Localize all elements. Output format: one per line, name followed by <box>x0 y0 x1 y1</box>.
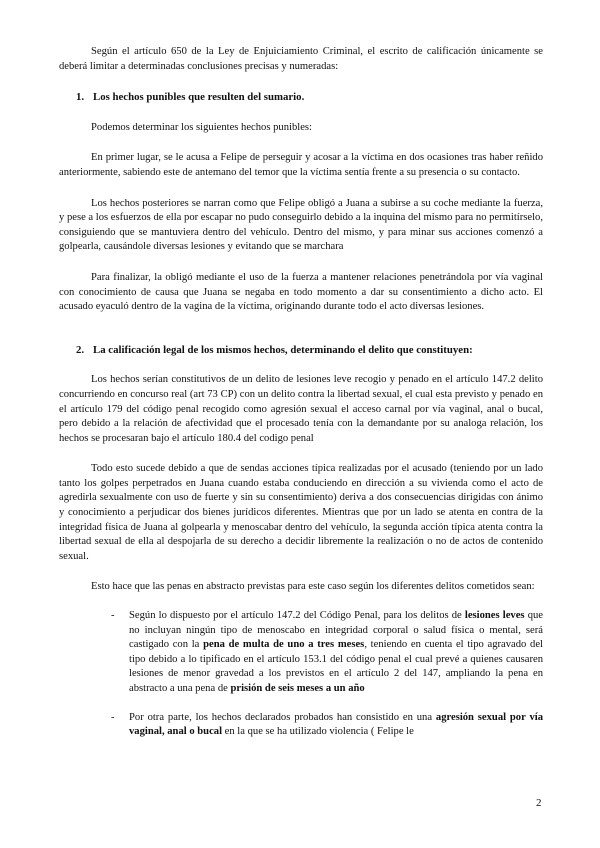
paragraph-todo-esto: Todo esto sucede debido a que de sendas acciones típica realizadas por el acusado (teniendo por un lado tanto los golpes perpetrados en Juana cuando estaba conduciendo en dirección a su vivienda como el acto de agredirla sexualmente con uso de fuerte y sin su consentimiento) deriva a dos consecuencias dirigidas con ánimo y conocimiento a perjudicar dos bienes jurídicos diferentes. Mientras que por un lado se atenta en contra de la integridad física de Juana al golpearla y menoscabar dentro del vehículo, la segunda acción típica atenta contra la libertad sexual de ella al despojarla de su derecho a decidir libremente la realización o no de actos de contenido sexual. <box>59 463 543 562</box>
section-heading-2 <box>59 343 543 358</box>
text-run: en la que se ha utilizado violencia ( Felipe le <box>222 726 414 738</box>
paragraph-intro: Según el artículo 650 de la Ley de Enjuiciamiento Criminal, el escrito de calificación únicamente se deberá limitar a determinadas conclusiones precisas y numeradas: <box>59 46 543 72</box>
paragraph-finalizar: Para finalizar, la obligó mediante el uso de la fuerza a mantener relaciones penetrándola por vía vaginal con conocimiento de causa que Juana se negaba en todo momento a dar su consentimiento a dicho acto. El acusado eyaculó dentro de la vagina de la víctima, originando durante todo el acto diversas lesiones. <box>59 271 543 313</box>
list-item-text <box>129 711 543 740</box>
heading-text: Los hechos punibles que resulten del sumario. <box>93 91 305 104</box>
bold-run: lesiones leves <box>464 610 525 622</box>
text-run: Por otra parte, los hechos declarados probados han consistido en una <box>129 711 436 723</box>
penalty-list <box>59 609 543 740</box>
text-run: Según lo dispuesto por el artículo 147.2 del Código Penal, para los delitos de <box>129 610 465 622</box>
bullet-dash: - <box>111 610 115 622</box>
bold-run: prisión de seis meses a un año <box>230 683 365 694</box>
paragraph-primer-lugar: En primer lugar, se le acusa a Felipe de perseguir y acosar a la víctima en dos ocasiones tras haber reñido anteriormente, sabiendo este de antemano del temor que la víctima sentía frente a su presencia o su contacto. <box>59 152 543 178</box>
list-item <box>111 711 543 740</box>
heading-number: 2. <box>76 343 85 356</box>
page-body <box>59 45 543 740</box>
bold-run: pena de multa de uno a tres meses <box>203 639 365 651</box>
list-item-text <box>129 609 543 697</box>
list-item <box>111 609 543 697</box>
paragraph-constitutivos: Los hechos serían constitutivos de un delito de lesiones leve recogio y penado en el artículo 147.2 delito concurriendo en concurso real (art 73 CP) con un delito contra la libertad sexual, el cual esta previsto y penado en el artículo 179 del código penal recogido como agresión sexual el acceso carnal por vía vaginal, anal o bucal, pero debido a la relación de afectividad que el procesado tenía con la demandante por su analoga relación, los hechos se procesaran bajo el artículo 180.4 del codigo penal <box>59 374 543 444</box>
heading-text: La calificación legal de los mismos hechos, determinando el delito que constituyen: <box>93 343 473 356</box>
paragraph-penas: Esto hace que las penas en abstracto previstas para este caso según los diferentes delitos cometidos sean: <box>91 581 535 593</box>
section-heading-1 <box>59 90 543 105</box>
text-run: que no incluyan ningún tipo de menoscabo en integridad corporal o salud física o mental, será castigado con la <box>129 610 543 651</box>
heading-number: 1. <box>76 91 85 104</box>
paragraph-determinar: Podemos determinar los siguientes hechos punibles: <box>91 121 312 133</box>
page-number: 2 <box>536 797 542 809</box>
bullet-dash: - <box>111 711 115 723</box>
bold-run: agresión sexual por vía vaginal, anal o bucal <box>129 711 544 738</box>
text-run: , teniendo en cuenta el tipo agravado del tipo debido a lo tipificado en el artículo 153.1 del código penal el cual prevé a quienes causaren lesiones de menor gravedad a los previstos en el artículo 2 del 147, ampliando la pena en abstracto a una pena de <box>129 639 543 694</box>
paragraph-hechos-posteriores: Los hechos posteriores se narran como que Felipe obligó a Juana a subirse a su coche mediante la fuerza, y pese a los esfuerzos de ella por escapar no pudo conseguirlo debido a la inquina del mismo para no permitírselo, consiguiendo que se mantuviera dentro del vehículo. Dentro del mismo, y para minar sus acciones comenzó a golpearla, causándole diversas lesiones y evitando que se marchara <box>59 197 543 253</box>
